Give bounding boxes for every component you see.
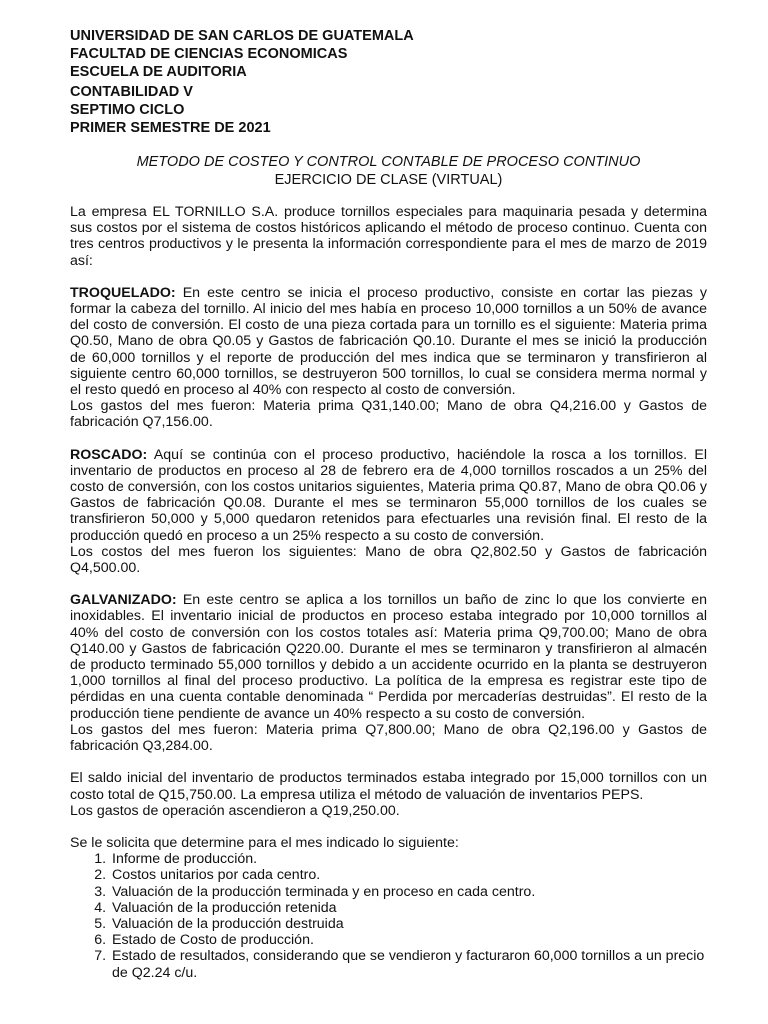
galvanizado-text: En este centro se aplica a los tornillos un baño de zinc lo que los convierte en inoxidables. El inventario inicial de productos en proceso estaba integrado por 10,000 tornillos al 40% del costo de conversión con los costos totales así: Materia prima Q9,700.00; Mano de obra Q140.00 y Gastos de fabricación Q220.00. Durante el mes se terminaron y transfirieron al almacén de producto terminado 55,000 tornillos y debido a un accidente ocurrido en la planta se destruyeron 1,000 tornillos al final del proceso productivo. La política de la empresa es registrar este tipo de pérdidas en una cuenta contable denominada “ Perdida por mercaderías destruidas”. El resto de la producción tiene pendiente de avance un 40% respecto a su costo de conversión. (70, 592, 707, 722)
list-item: 3. Valuación de la producción terminada y en proceso en cada centro. (110, 884, 707, 900)
inventory-paragraph: El saldo inicial del inventario de productos terminados estaba integrado por 15,000 tornillos con un costo total de Q15,750.00. La empresa utiliza el método de valuación de inventarios PEPS. (70, 770, 707, 803)
list-item: 2. Costos unitarios por cada centro. (110, 867, 707, 883)
troquelado-label: TROQUELADO: (70, 284, 176, 301)
list-item: 5. Valuación de la producción destruida (110, 916, 707, 932)
roscado-paragraph (70, 447, 707, 544)
header-faculty: FACULTAD DE CIENCIAS ECONOMICAS (70, 46, 348, 62)
header-course: CONTABILIDAD V (70, 84, 193, 100)
galvanizado-label: GALVANIZADO: (70, 592, 177, 609)
title-sub: EJERCICIO DE CLASE (VIRTUAL) (274, 172, 503, 188)
intro-paragraph: La empresa EL TORNILLO S.A. produce tornillos especiales para maquinaria pesada y determina sus costos por el sistema de costos históricos aplicando el método de proceso continuo. Cuenta con tres centros productivos y le presenta la información correspondiente para el mes de marzo de 2019 así: (70, 204, 707, 269)
document-header (70, 27, 707, 137)
list-item: 6. Estado de Costo de producción. (110, 932, 707, 948)
troquelado-costs: Los gastos del mes fueron: Materia prima Q31,140.00; Mano de obra Q4,216.00 y Gastos de fabricación Q7,156.00. (70, 398, 707, 431)
section-inventory (70, 770, 707, 819)
galvanizado-costs: Los gastos del mes fueron: Materia prima Q7,800.00; Mano de obra Q2,196.00 y Gastos de fabricación Q3,284.00. (70, 721, 707, 755)
roscado-costs: Los costos del mes fueron los siguientes: Mano de obra Q2,802.50 y Gastos de fabricación Q4,500.00. (70, 543, 707, 577)
header-school: ESCUELA DE AUDITORIA (70, 64, 247, 80)
header-university: UNIVERSIDAD DE SAN CARLOS DE GUATEMALA (70, 28, 414, 44)
troquelado-text: En este centro se inicia el proceso productivo, consiste en cortar las piezas y formar la cabeza del tornillo. Al inicio del mes había en proceso 10,000 tornillos a un 50% de avance del costo de conversión. El costo de una pieza cortada para un tornillo es el siguiente: Materia prima Q0.50, Mano de obra Q0.05 y Gastos de fabricación Q0.10. Durante el mes se inició la producción de 60,000 tornillos y el reporte de producción del mes indica que se terminaron y transfirieron al siguiente centro 60,000 tornillos, se destruyeron 500 tornillos, lo cual se considera merma normal y el resto quedó en proceso al 40% con respecto al costo de conversión. (70, 284, 707, 399)
list-item: 4. Valuación de la producción retenida (110, 900, 707, 916)
requirements-intro: Se le solicita que determine para el mes indicado lo siguiente: (70, 834, 459, 851)
section-roscado (70, 447, 707, 577)
roscado-label: ROSCADO: (70, 446, 148, 463)
list-item: 7. Estado de resultados, considerando que se vendieron y facturaron 60,000 tornillos a un precio de Q2.24 c/u. (110, 948, 707, 980)
roscado-text: Aquí se continúa con el proceso productivo, haciéndole la rosca a los tornillos. El inventario de productos en proceso al 28 de febrero era de 4,000 tornillos roscados a un 25% del costo de conversión, con los costos unitarios siguientes, Materia prima Q0.87, Mano de obra Q0.06 y Gastos de fabricación Q0.08. Durante el mes se terminaron 55,000 tornillos de los cuales se transfirieron 50,000 y 5,000 quedaron retenidos para efectuarles una revisión final. El resto de la producción quedó en proceso a un 25% respecto a su costo de conversión. (70, 446, 707, 544)
header-cycle: SEPTIMO CICLO (70, 102, 185, 118)
troquelado-paragraph (70, 285, 707, 398)
requirements-list (70, 851, 707, 981)
section-galvanizado (70, 592, 707, 754)
title-main: METODO DE COSTEO Y CONTROL CONTABLE DE PROCESO CONTINUO (136, 154, 641, 170)
operating-expenses: Los gastos de operación ascendieron a Q19,250.00. (70, 802, 400, 819)
section-requirements (70, 835, 707, 981)
galvanizado-paragraph (70, 592, 707, 722)
header-semester: PRIMER SEMESTRE DE 2021 (70, 120, 271, 136)
section-troquelado (70, 285, 707, 431)
list-item: 1. Informe de producción. (110, 851, 707, 867)
document-title (70, 153, 707, 189)
